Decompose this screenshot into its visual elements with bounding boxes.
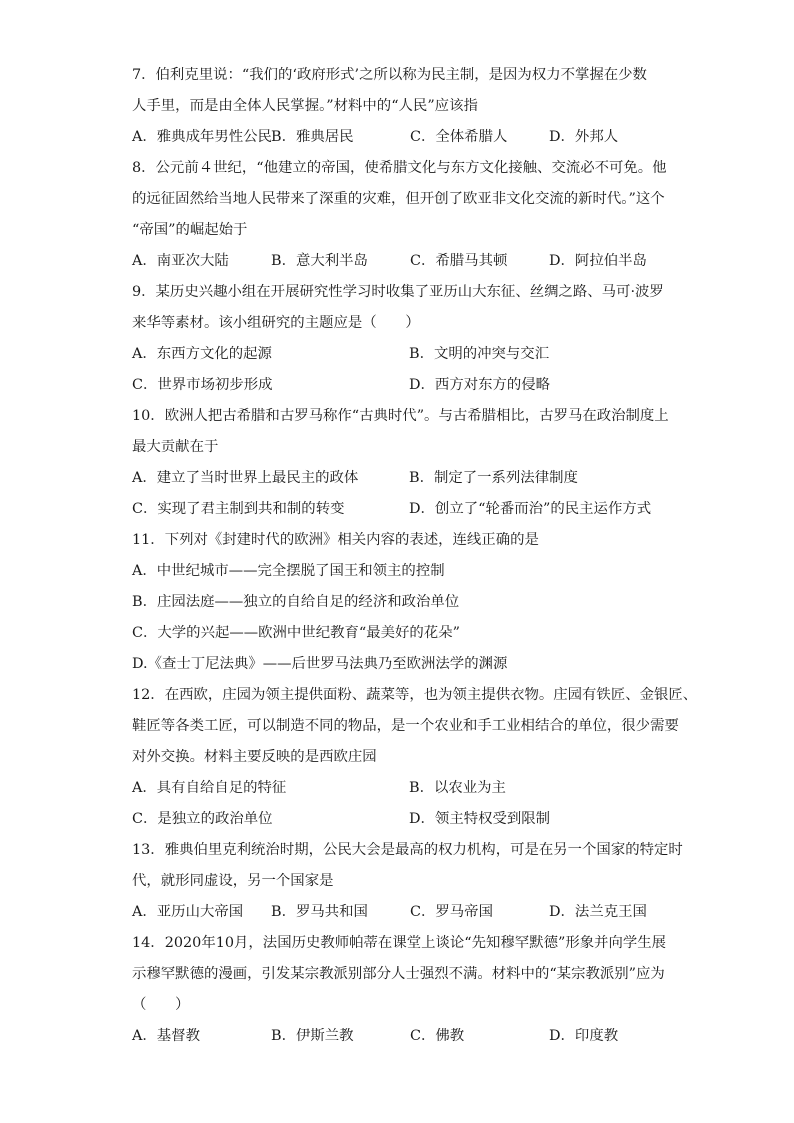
answer-option[interactable]: C．是独立的政治单位 [132,811,273,827]
option-row [132,1021,662,1052]
question-text-line: 鞋匠等各类工匠，可以制造不同的物品，是一个农业和手工业相结合的单位，很少需要 [132,718,679,734]
option-row [132,370,662,401]
answer-option[interactable]: A．具有自给自足的特征 [132,780,287,796]
answer-option[interactable]: A．东西方文化的起源 [132,346,272,362]
answer-option[interactable]: C．世界市场初步形成 [132,377,273,393]
answer-option[interactable]: A．基督教 [132,1028,200,1044]
answer-option[interactable]: A．雅典成年男性公民 [132,129,272,145]
answer-option[interactable]: D．印度教 [549,1028,619,1044]
question-10 [132,401,669,525]
answer-option[interactable]: D．阿拉伯半岛 [549,253,647,269]
question-stem: 8．公元前４世纪，“他建立的帝国，使希腊文化与东方文化接触、交流必不可免。他 [132,160,667,176]
question-text-line: 的远征固然给当地人民带来了深重的灾难，但开创了欧亚非文化交流的新时代。”这个 [132,191,665,207]
answer-option[interactable]: A．南亚次大陆 [132,253,229,269]
answer-option[interactable]: D．法兰克王国 [549,904,647,920]
question-text-line: C．大学的兴起——欧洲中世纪教育“最美好的花朵” [132,625,460,641]
question-text-line: “帝国”的崛起始于 [132,222,248,238]
answer-option[interactable]: C．全体希腊人 [410,129,508,145]
question-stem: 7．伯利克里说：“我们的‘政府形式’之所以称为民主制，是因为权力不掌握在少数 [132,67,647,83]
question-text-line: 代，就形同虚设，另一个国家是 [132,873,334,889]
answer-option[interactable]: A．亚历山大帝国 [132,904,244,920]
answer-option[interactable]: D．西方对东方的侵略 [409,377,551,393]
answer-option[interactable]: B．意大利半岛 [271,253,368,269]
answer-option[interactable]: C．佛教 [410,1028,465,1044]
question-stem: 11．下列对《封建时代的欧洲》相关内容的表述，连线正确的是 [132,532,539,548]
question-text-line: A．中世纪城市——完全摆脱了国王和领主的控制 [132,563,445,579]
question-11 [132,525,662,680]
question-text-line: 对外交换。材料主要反映的是西欧庄园 [132,749,377,765]
option-row [132,122,662,153]
question-text-line: 最大贡献在于 [132,439,219,455]
question-14 [132,928,667,1052]
answer-option[interactable]: B．以农业为主 [409,780,506,796]
answer-option[interactable]: C．罗马帝国 [410,904,493,920]
question-list [132,60,698,1052]
question-text-line: 人手里，而是由全体人民掌握。”材料中的“人民”应该指 [132,98,478,114]
question-8 [132,153,667,277]
answer-option[interactable]: C．希腊马其顿 [410,253,508,269]
option-row [132,463,662,494]
option-row [132,897,662,928]
question-stem: 13．雅典伯里克利统治时期，公民大会是最高的权力机构，可是在另一个国家的特定时 [132,842,683,858]
question-9 [132,277,662,401]
question-12 [132,680,698,835]
question-13 [132,835,683,928]
question-7 [132,60,662,153]
option-row [132,804,662,835]
question-stem: 14．2020年10月，法国历史教师帕蒂在课堂上谈论“先知穆罕默德”形象并向学生展 [132,935,667,951]
answer-option[interactable]: A．建立了当时世界上最民主的政体 [132,470,359,486]
answer-option[interactable]: B．制定了一系列法律制度 [409,470,578,486]
question-text-line: D.《查士丁尼法典》——后世罗马法典乃至欧洲法学的渊源 [132,656,508,672]
answer-option[interactable]: D．领主特权受到限制 [409,811,551,827]
question-text-line: （ ） [132,997,190,1013]
question-text-line: 示穆罕默德的漫画，引发某宗教派别部分人士强烈不满。材料中的“某宗教派别”应为 [132,966,665,982]
answer-option[interactable]: D．外邦人 [549,129,619,145]
option-row [132,773,662,804]
option-row [132,339,662,370]
answer-option[interactable]: C．实现了君主制到共和制的转变 [132,501,345,517]
question-stem: 12．在西欧，庄园为领主提供面粉、蔬菜等，也为领主提供衣物。庄园有铁匠、金银匠、 [132,687,698,703]
option-row [132,494,662,525]
option-row [132,246,662,277]
question-text-line: B．庄园法庭——独立的自给自足的经济和政治单位 [132,594,460,610]
question-stem: 9．某历史兴趣小组在开展研究性学习时收集了亚历山大东征、丝绸之路、马可·波罗 [132,284,664,300]
answer-option[interactable]: B．雅典居民 [271,129,354,145]
answer-option[interactable]: B．文明的冲突与交汇 [409,346,550,362]
answer-option[interactable]: B．罗马共和国 [271,904,368,920]
question-stem: 10．欧洲人把古希腊和古罗马称作“古典时代”。与古希腊相比，古罗马在政治制度上 [132,408,669,424]
answer-option[interactable]: B．伊斯兰教 [271,1028,354,1044]
answer-option[interactable]: D．创立了“轮番而治”的民主运作方式 [409,501,652,517]
question-text-line: 来华等素材。该小组研究的主题应是（ ） [132,315,420,331]
